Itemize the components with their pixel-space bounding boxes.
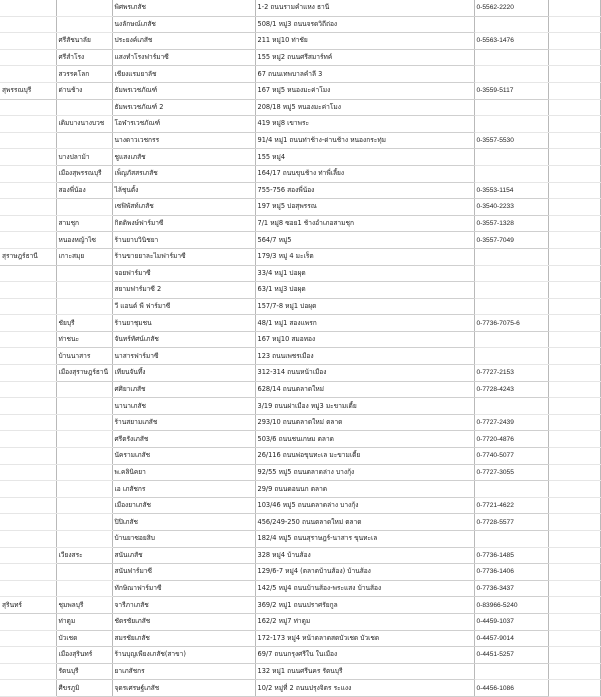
address-cell[interactable]: 7/1 หมู่8 ซอย1 ช้างอำเภอสามชุก (255, 215, 474, 232)
blank-cell[interactable] (548, 381, 600, 398)
province-cell[interactable] (0, 298, 56, 315)
table-row (0, 547, 600, 564)
address-cell[interactable]: 132 หมู่1 ถนนศรีนคร รัตนบุรี (255, 663, 474, 680)
address-cell[interactable]: 182/4 หมู่5 ถนนสุราษฎร์-นาสาร ขุนทะเล (255, 531, 474, 548)
district-cell[interactable]: ศรีสัชนาลัย (56, 33, 112, 50)
phone-cell[interactable]: 0-83966-5240 (474, 597, 548, 614)
phone-cell[interactable] (474, 398, 548, 415)
province-cell[interactable]: สุรินทร์ (0, 597, 56, 614)
province-cell[interactable] (0, 49, 56, 66)
table-row (0, 647, 600, 664)
table-row (0, 448, 600, 465)
phone-cell[interactable]: 0-4457-9014 (474, 630, 548, 647)
phone-cell[interactable] (474, 116, 548, 133)
blank-cell[interactable] (548, 348, 600, 365)
province-cell[interactable] (0, 33, 56, 50)
table-row (0, 531, 600, 548)
address-cell[interactable]: 103/46 หมู่5 ถนนตลาดล่าง บางกุ้ง (255, 497, 474, 514)
phone-cell[interactable] (474, 66, 548, 83)
table-row (0, 331, 600, 348)
table-row (0, 431, 600, 448)
district-cell[interactable]: ชัยบุรี (56, 315, 112, 332)
province-cell[interactable] (0, 514, 56, 531)
pharmacy-name-cell[interactable]: ปิปิเภสัช (112, 514, 255, 531)
pharmacy-name-cell[interactable]: สยามฟาร์มาซี 2 (112, 282, 255, 299)
pharmacy-name-cell[interactable]: ประยงค์เภสัช (112, 33, 255, 50)
pharmacy-name-cell[interactable]: เมืองยาเภสัช (112, 497, 255, 514)
table-row (0, 680, 600, 697)
province-cell[interactable]: สุพรรณบุรี (0, 82, 56, 99)
blank-cell[interactable] (548, 398, 600, 415)
phone-cell[interactable]: 0-3557-1328 (474, 215, 548, 232)
blank-cell[interactable] (548, 613, 600, 630)
pharmacy-name-cell[interactable]: นางดาวเวชกรร (112, 132, 255, 149)
table-row (0, 199, 600, 216)
pharmacy-name-cell[interactable]: เอ เภสัชกร (112, 481, 255, 498)
phone-cell[interactable] (474, 265, 548, 282)
address-cell[interactable]: 369/2 หมู่1 ถนนปราศรัยกูล (255, 597, 474, 614)
phone-cell[interactable] (474, 99, 548, 116)
table-row (0, 514, 600, 531)
blank-cell[interactable] (548, 630, 600, 647)
district-cell[interactable] (56, 431, 112, 448)
phone-cell[interactable]: 0-4456-1086 (474, 680, 548, 697)
pharmacy-name-cell[interactable]: แสงทำโรงฟาร์มาซี (112, 49, 255, 66)
address-cell[interactable]: 164/17 ถนนขุนช้าง ท่าพี่เลี้ยง (255, 165, 474, 182)
province-cell[interactable] (0, 630, 56, 647)
blank-cell[interactable] (548, 464, 600, 481)
address-cell[interactable]: 197 หมู่5 บ่อสุพรรณ (255, 199, 474, 216)
pharmacy-name-cell[interactable]: เซฟิพัสท์เภสัช (112, 199, 255, 216)
blank-cell[interactable] (548, 580, 600, 597)
address-cell[interactable]: 48/1 หมู่1 สองแพรก (255, 315, 474, 332)
phone-cell[interactable] (474, 298, 548, 315)
phone-cell[interactable]: 0-3553-1154 (474, 182, 548, 199)
province-cell[interactable] (0, 613, 56, 630)
blank-cell[interactable] (548, 298, 600, 315)
table-row (0, 497, 600, 514)
district-cell[interactable]: ศีขรภูมิ (56, 680, 112, 697)
table-row (0, 132, 600, 149)
address-cell[interactable]: 1-2 ถนนรามคำแหง ธานี (255, 0, 474, 16)
province-cell[interactable]: สุราษฎร์ธานี (0, 248, 56, 265)
blank-cell[interactable] (548, 680, 600, 697)
pharmacy-name-cell[interactable]: ธัมพรเวชภัณฑ์ 2 (112, 99, 255, 116)
address-cell[interactable]: 63/1 หมู่3 บ่อผุด (255, 282, 474, 299)
province-cell[interactable] (0, 464, 56, 481)
phone-cell[interactable]: 0-7736-1485 (474, 547, 548, 564)
pharmacy-name-cell[interactable]: กิตติพงษ์ฟาร์มาซี (112, 215, 255, 232)
phone-cell[interactable]: 0-3559-5117 (474, 82, 548, 99)
table-row (0, 82, 600, 99)
table-row (0, 215, 600, 232)
pharmacy-name-cell[interactable]: นาสารฟาร์มาซี (112, 348, 255, 365)
pharmacy-name-cell[interactable]: โอฬารเวชภัณฑ์ (112, 116, 255, 133)
province-cell[interactable] (0, 647, 56, 664)
blank-cell[interactable] (548, 597, 600, 614)
table-row (0, 248, 600, 265)
pharmacy-name-cell[interactable]: นานาเภสัช (112, 398, 255, 415)
district-cell[interactable]: ท่าตูม (56, 613, 112, 630)
address-cell[interactable]: 155 หมู่4 (255, 149, 474, 166)
address-cell[interactable]: 755-756 สองพี่น้อง (255, 182, 474, 199)
phone-cell[interactable]: 0-7727-3055 (474, 464, 548, 481)
province-cell[interactable] (0, 365, 56, 382)
blank-cell[interactable] (548, 215, 600, 232)
table-row (0, 464, 600, 481)
blank-cell[interactable] (548, 265, 600, 282)
address-cell[interactable]: 211 หมู่10 ท่าชัย (255, 33, 474, 50)
district-cell[interactable] (56, 381, 112, 398)
province-cell[interactable] (0, 182, 56, 199)
province-cell[interactable] (0, 149, 56, 166)
address-cell[interactable]: 92/55 หมู่5 ถนนตลาดล่าง บางกุ้ง (255, 464, 474, 481)
address-cell[interactable]: 167 หมู่5 หนองมะค่าโมง (255, 82, 474, 99)
phone-cell[interactable]: 0-7740-5077 (474, 448, 548, 465)
phone-cell[interactable] (474, 16, 548, 33)
blank-cell[interactable] (548, 232, 600, 249)
pharmacy-name-cell[interactable]: ร้านบุญเพียงเภสัช(สาขา) (112, 647, 255, 664)
address-cell[interactable]: 29/9 ถนนดอนนก ตลาด (255, 481, 474, 498)
address-cell[interactable]: 157/7-8 หมู่1 บ่อผุด (255, 298, 474, 315)
address-cell[interactable]: 179/3 หมู่ 4 มะเร็ต (255, 248, 474, 265)
phone-cell[interactable]: 0-4459-1037 (474, 613, 548, 630)
blank-cell[interactable] (548, 199, 600, 216)
blank-cell[interactable] (548, 531, 600, 548)
phone-cell[interactable] (474, 481, 548, 498)
address-cell[interactable]: 503/6 ถนนชนเกษม ตลาด (255, 431, 474, 448)
address-cell[interactable]: 508/1 หมู่3 ถนนจรดวิถีถ่อง (255, 16, 474, 33)
pharmacy-name-cell[interactable]: สนันเภสัช (112, 547, 255, 564)
province-cell[interactable] (0, 481, 56, 498)
blank-cell[interactable] (548, 497, 600, 514)
table-row (0, 232, 600, 249)
phone-cell[interactable]: 0-7728-5577 (474, 514, 548, 531)
phone-cell[interactable]: 0-7720-4876 (474, 431, 548, 448)
address-cell[interactable]: 33/4 หมู่1 บ่อผุด (255, 265, 474, 282)
table-row (0, 398, 600, 415)
table-row (0, 663, 600, 680)
district-cell[interactable]: เดิมบางนางบวช (56, 116, 112, 133)
district-cell[interactable]: เวียงสระ (56, 547, 112, 564)
table-row (0, 49, 600, 66)
address-cell[interactable]: 293/10 ถนนตลาดใหม่ ตลาด (255, 414, 474, 431)
table-row (0, 165, 600, 182)
blank-cell[interactable] (548, 99, 600, 116)
table-row (0, 265, 600, 282)
address-cell[interactable]: 91/4 หมู่1 ถนนท่าช้าง-ด่านช้าง หนองกระทุ่ม (255, 132, 474, 149)
blank-cell[interactable] (548, 33, 600, 50)
blank-cell[interactable] (548, 414, 600, 431)
address-cell[interactable]: 456/249-250 ถนนตลาดใหม่ ตลาด (255, 514, 474, 531)
pharmacy-name-cell[interactable]: เชียงแรมยาลัช (112, 66, 255, 83)
table-row (0, 66, 600, 83)
table-row (0, 99, 600, 116)
address-cell[interactable]: 172-173 หมู่4 หน้าตลาดสดบัวเชด บัวเชด (255, 630, 474, 647)
district-cell[interactable] (56, 282, 112, 299)
pharmacy-name-cell[interactable]: จารีภาเภสัช (112, 597, 255, 614)
district-cell[interactable]: สามชุก (56, 215, 112, 232)
district-cell[interactable]: บ้านนาสาร (56, 348, 112, 365)
phone-cell[interactable] (474, 149, 548, 166)
district-cell[interactable] (56, 414, 112, 431)
blank-cell[interactable] (548, 481, 600, 498)
pharmacy-name-cell[interactable]: จอยฟาร์มาซี (112, 265, 255, 282)
phone-cell[interactable]: 0-5563-1476 (474, 33, 548, 50)
pharmacy-name-cell[interactable]: ร้านยาบวินิชยา (112, 232, 255, 249)
blank-cell[interactable] (548, 315, 600, 332)
blank-cell[interactable] (548, 564, 600, 581)
district-cell[interactable] (56, 464, 112, 481)
district-cell[interactable] (56, 99, 112, 116)
address-cell[interactable]: 129/6-7 หมู่4 (ตลาดบ้านส้อง) บ้านส้อง (255, 564, 474, 581)
table-row (0, 630, 600, 647)
province-cell[interactable] (0, 265, 56, 282)
province-cell[interactable] (0, 16, 56, 33)
province-cell[interactable] (0, 315, 56, 332)
phone-cell[interactable]: 0-3540-2233 (474, 199, 548, 216)
phone-cell[interactable]: 0-4451-5257 (474, 647, 548, 664)
address-cell[interactable]: 564/7 หมู่5 (255, 232, 474, 249)
pharmacy-name-cell[interactable]: จันทร์ทัศน์เภสัช (112, 331, 255, 348)
phone-cell[interactable] (474, 331, 548, 348)
province-cell[interactable] (0, 232, 56, 249)
table-row (0, 348, 600, 365)
table-row (0, 315, 600, 332)
table-row (0, 564, 600, 581)
table-row (0, 481, 600, 498)
pharmacy-name-cell[interactable]: วี แอนด์ พี ฟาร์มาซี (112, 298, 255, 315)
table-row (0, 597, 600, 614)
phone-cell[interactable]: 0-7736-1406 (474, 564, 548, 581)
district-cell[interactable]: ชุมพลบุรี (56, 597, 112, 614)
address-cell[interactable]: 3/19 ถนนผ่าเมือง หมู่3 มะขามเตี้ย (255, 398, 474, 415)
table-row (0, 414, 600, 431)
table-row (0, 613, 600, 630)
pharmacy-name-cell[interactable]: ไล้ชุนตั้ง (112, 182, 255, 199)
pharmacy-name-cell[interactable]: ทักษิณาฟาร์มาซี (112, 580, 255, 597)
district-cell[interactable]: เมืองสุพรรณบุรี (56, 165, 112, 182)
address-cell[interactable]: 69/7 ถนนกรุงศรีใน ในเมือง (255, 647, 474, 664)
table-row (0, 33, 600, 50)
blank-cell[interactable] (548, 331, 600, 348)
table-row (0, 0, 600, 16)
district-cell[interactable] (56, 531, 112, 548)
province-cell[interactable] (0, 132, 56, 149)
pharmacy-name-cell[interactable]: เทียนจันทึ้ง (112, 365, 255, 382)
district-cell[interactable] (56, 16, 112, 33)
phone-cell[interactable]: 0-7728-4243 (474, 381, 548, 398)
phone-cell[interactable]: 0-7721-4622 (474, 497, 548, 514)
phone-cell[interactable]: 0-3557-7049 (474, 232, 548, 249)
province-cell[interactable] (0, 398, 56, 415)
pharmacy-name-cell[interactable]: ร้านขายยาละไมฟาร์มาซี (112, 248, 255, 265)
table-row (0, 116, 600, 133)
blank-cell[interactable] (548, 16, 600, 33)
province-cell[interactable] (0, 165, 56, 182)
district-cell[interactable]: ท่าชนะ (56, 331, 112, 348)
district-cell[interactable]: เมืองสุราษฎร์ธานี (56, 365, 112, 382)
phone-cell[interactable]: 0-7736-3437 (474, 580, 548, 597)
district-cell[interactable]: เกาะสมุย (56, 248, 112, 265)
province-cell[interactable] (0, 497, 56, 514)
address-cell[interactable]: 123 ถนนเพชรเมือง (255, 348, 474, 365)
phone-cell[interactable]: 0-3557-5530 (474, 132, 548, 149)
pharmacy-name-cell[interactable]: ชูแสงเภสัช (112, 149, 255, 166)
address-cell[interactable]: 162/2 หมู่7 ท่าตูม (255, 613, 474, 630)
district-cell[interactable]: ด่านช้าง (56, 82, 112, 99)
pharmacy-name-cell[interactable]: พิศพรเภสัช (112, 0, 255, 16)
address-cell[interactable]: 328 หมู่4 บ้านส้อง (255, 547, 474, 564)
pharmacy-name-cell[interactable]: นงลักษณ์เภสัช (112, 16, 255, 33)
district-cell[interactable]: บางปลาม้า (56, 149, 112, 166)
district-cell[interactable] (56, 448, 112, 465)
province-cell[interactable] (0, 199, 56, 216)
blank-cell[interactable] (548, 0, 600, 16)
district-cell[interactable] (56, 514, 112, 531)
blank-cell[interactable] (548, 448, 600, 465)
blank-cell[interactable] (548, 663, 600, 680)
province-cell[interactable] (0, 331, 56, 348)
province-cell[interactable] (0, 564, 56, 581)
blank-cell[interactable] (548, 82, 600, 99)
province-cell[interactable] (0, 215, 56, 232)
phone-cell[interactable] (474, 165, 548, 182)
pharmacy-name-cell[interactable]: เพ็ญภัสสรเภสัช (112, 165, 255, 182)
pharmacy-name-cell[interactable]: บ้านยาซอยสิบ (112, 531, 255, 548)
province-cell[interactable] (0, 66, 56, 83)
phone-cell[interactable] (474, 348, 548, 365)
address-cell[interactable]: 155 หมู่2 ถนนศรีสมาร์ทค์ (255, 49, 474, 66)
province-cell[interactable] (0, 348, 56, 365)
province-cell[interactable] (0, 580, 56, 597)
blank-cell[interactable] (548, 49, 600, 66)
pharmacy-name-cell[interactable]: สมรชัยเภสัช (112, 630, 255, 647)
pharmacy-name-cell[interactable]: จุดรเศรษฐ์เภสัช (112, 680, 255, 697)
address-cell[interactable]: 208/18 หมู่5 หนองมะค่าโมง (255, 99, 474, 116)
address-cell[interactable]: 419 หมู่8 เขาพระ (255, 116, 474, 133)
address-cell[interactable]: 142/5 หมู่4 ถนนบ้านส้อง-พระแสง บ้านส้อง (255, 580, 474, 597)
province-cell[interactable] (0, 547, 56, 564)
pharmacy-name-cell[interactable]: พ.คลินิคยา (112, 464, 255, 481)
blank-cell[interactable] (548, 132, 600, 149)
district-cell[interactable] (56, 199, 112, 216)
blank-cell[interactable] (548, 149, 600, 166)
district-cell[interactable]: สองพี่น้อง (56, 182, 112, 199)
blank-cell[interactable] (548, 165, 600, 182)
province-cell[interactable] (0, 0, 56, 16)
district-cell[interactable]: หนองหญ้าไซ (56, 232, 112, 249)
phone-cell[interactable]: 0-7727-2153 (474, 365, 548, 382)
pharmacy-name-cell[interactable]: ชัดรชัยเภสัช (112, 613, 255, 630)
pharmacy-name-cell[interactable]: ร้านยาชุมชน (112, 315, 255, 332)
blank-cell[interactable] (548, 547, 600, 564)
address-cell[interactable]: 167 หมู่10 สมอทอง (255, 331, 474, 348)
phone-cell[interactable] (474, 663, 548, 680)
district-cell[interactable] (56, 0, 112, 16)
table-row (0, 381, 600, 398)
district-cell[interactable] (56, 564, 112, 581)
table-row (0, 149, 600, 166)
blank-cell[interactable] (548, 248, 600, 265)
district-cell[interactable] (56, 265, 112, 282)
province-cell[interactable] (0, 680, 56, 697)
pharmacy-name-cell[interactable]: นัครามเภสัช (112, 448, 255, 465)
province-cell[interactable] (0, 531, 56, 548)
pharmacy-name-cell[interactable]: ธัมพรเวชภัณฑ์ (112, 82, 255, 99)
phone-cell[interactable] (474, 49, 548, 66)
province-cell[interactable] (0, 116, 56, 133)
pharmacy-name-cell[interactable]: ศรีตรังเภสัช (112, 431, 255, 448)
district-cell[interactable]: เมืองสุรินทร์ (56, 647, 112, 664)
blank-cell[interactable] (548, 431, 600, 448)
address-cell[interactable]: 26/116 ถนนพ่อขุนทะเล มะขามเตี้ย (255, 448, 474, 465)
province-cell[interactable] (0, 414, 56, 431)
table-row (0, 282, 600, 299)
pharmacy-name-cell[interactable]: ศศิยาเภสัช (112, 381, 255, 398)
table-row (0, 298, 600, 315)
blank-cell[interactable] (548, 365, 600, 382)
blank-cell[interactable] (548, 182, 600, 199)
address-cell[interactable]: 10/2 หมู่ที่ 2 ถนนปรุงจิตร ระแงง (255, 680, 474, 697)
address-cell[interactable]: 628/14 ถนนตลาดใหม่ (255, 381, 474, 398)
phone-cell[interactable]: 0-7736-7075-6 (474, 315, 548, 332)
district-cell[interactable] (56, 298, 112, 315)
district-cell[interactable] (56, 398, 112, 415)
table-row (0, 365, 600, 382)
province-cell[interactable] (0, 663, 56, 680)
blank-cell[interactable] (548, 116, 600, 133)
blank-cell[interactable] (548, 647, 600, 664)
phone-cell[interactable] (474, 531, 548, 548)
district-cell[interactable]: สวรรคโลก (56, 66, 112, 83)
table-row (0, 16, 600, 33)
table-row (0, 580, 600, 597)
district-cell[interactable] (56, 497, 112, 514)
address-cell[interactable]: 312-314 ถนนหน้าเมือง (255, 365, 474, 382)
phone-cell[interactable] (474, 248, 548, 265)
province-cell[interactable] (0, 282, 56, 299)
province-cell[interactable] (0, 448, 56, 465)
phone-cell[interactable]: 0-7727-2439 (474, 414, 548, 431)
blank-cell[interactable] (548, 66, 600, 83)
phone-cell[interactable]: 0-5562-2220 (474, 0, 548, 16)
address-cell[interactable]: 67 ถนนเทพบาลคำลี 3 (255, 66, 474, 83)
pharmacy-name-cell[interactable]: สนันฟาร์มาซี (112, 564, 255, 581)
district-cell[interactable] (56, 132, 112, 149)
province-cell[interactable] (0, 381, 56, 398)
district-cell[interactable]: รัตนบุรี (56, 663, 112, 680)
phone-cell[interactable] (474, 282, 548, 299)
district-cell[interactable] (56, 580, 112, 597)
district-cell[interactable]: ศรีสำโรง (56, 49, 112, 66)
district-cell[interactable]: บัวเชด (56, 630, 112, 647)
blank-cell[interactable] (548, 514, 600, 531)
table-row (0, 182, 600, 199)
blank-cell[interactable] (548, 282, 600, 299)
province-cell[interactable] (0, 99, 56, 116)
district-cell[interactable] (56, 481, 112, 498)
province-cell[interactable] (0, 431, 56, 448)
pharmacy-name-cell[interactable]: ร้านสยามเภสัช (112, 414, 255, 431)
pharmacy-name-cell[interactable]: ยาเภสัชกร (112, 663, 255, 680)
